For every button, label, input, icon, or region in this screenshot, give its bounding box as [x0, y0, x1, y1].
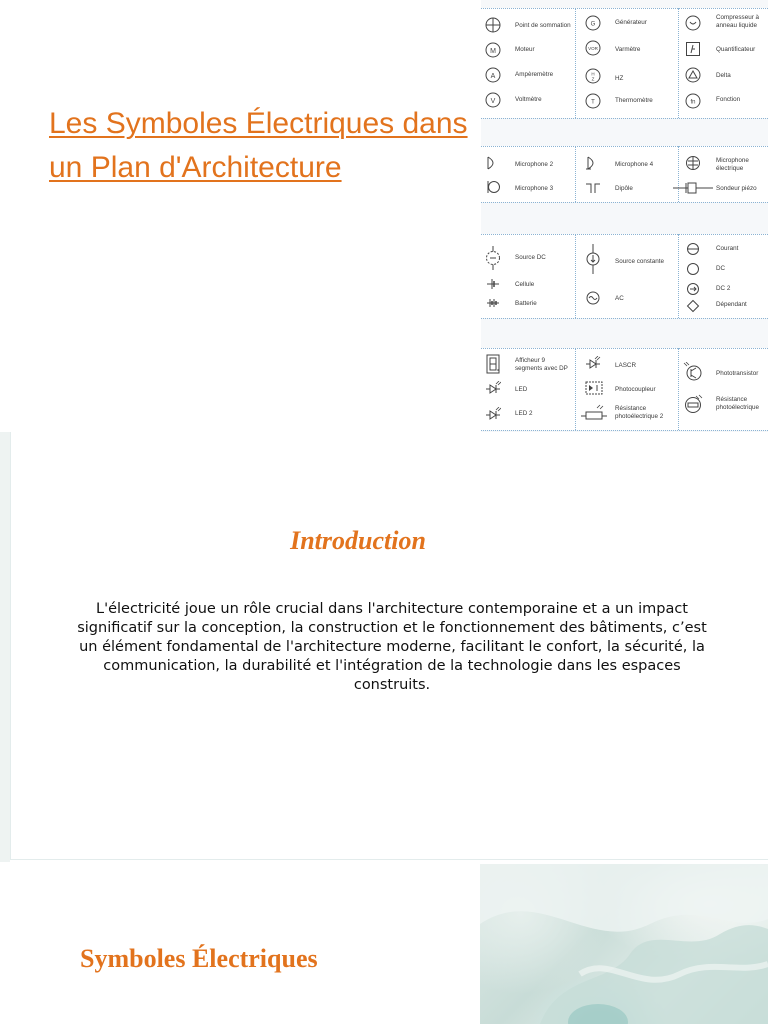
symbol-label: Photocoupleur	[615, 386, 656, 393]
piezo-sounder-icon	[673, 180, 713, 196]
symbol-label: Microphone 3	[515, 185, 554, 192]
title-slide	[0, 0, 768, 432]
dipole-icon	[585, 180, 601, 196]
symbol-label: Dépendant	[716, 301, 747, 308]
generator-glyph: G	[590, 21, 596, 28]
grid-divider	[575, 348, 576, 430]
symbol-label: Varmètre	[615, 46, 641, 53]
symbol-label: Fonction	[716, 96, 741, 103]
dc-icon	[685, 261, 701, 277]
symbol-label: Résistance photoélectrique 2	[615, 405, 664, 420]
dc-source-icon	[485, 246, 501, 270]
grid-divider	[481, 430, 768, 431]
cell-icon	[485, 276, 501, 292]
decorative-abstract-image	[480, 864, 768, 1024]
symbol-label: Courant	[716, 245, 739, 252]
introduction-heading: Introduction	[290, 526, 426, 555]
symbol-label: Sondeur piézo	[716, 185, 757, 192]
grid-divider	[481, 318, 768, 319]
lascr-icon	[585, 356, 601, 372]
symbol-block-2	[481, 146, 768, 202]
symbol-label: HZ	[615, 75, 624, 82]
symbol-label: AC	[615, 295, 624, 302]
electrical-symbol-chart	[481, 0, 768, 432]
symbol-label: Point de sommation	[515, 22, 571, 29]
symbol-label: Quantificateur	[716, 46, 756, 53]
hz-glyph-bottom: Z	[591, 76, 595, 82]
grid-divider	[481, 202, 768, 203]
photocoupler-icon	[585, 380, 603, 396]
current-source-icon	[685, 241, 701, 257]
led-2-icon	[485, 407, 501, 423]
symbol-label: Batterie	[515, 300, 537, 307]
symbol-label: Ampèremètre	[515, 71, 554, 78]
grid-divider	[481, 234, 768, 235]
symbol-label: Thermomètre	[615, 97, 653, 104]
frequency-meter-icon	[585, 68, 601, 84]
quantizer-icon	[685, 41, 701, 57]
grid-divider	[481, 348, 768, 349]
delta-icon	[685, 67, 701, 83]
motor-icon	[485, 42, 501, 58]
page-title: Les Symboles Électriques dans un Plan d'Architecture	[49, 107, 468, 184]
grid-divider	[575, 8, 576, 118]
symbol-label: Afficheur 9 segments avec DP	[515, 357, 568, 372]
symbol-label: DC 2	[716, 285, 731, 292]
symbol-label: Source constante	[615, 258, 665, 265]
symbol-label: Voltmètre	[515, 96, 542, 103]
electric-microphone-icon	[685, 155, 701, 171]
phototransistor-icon	[683, 362, 703, 382]
generator-icon	[585, 15, 601, 31]
symbol-label: LED	[515, 386, 528, 393]
grid-divider	[481, 118, 768, 119]
summation-point-icon	[485, 17, 501, 33]
ammeter-icon	[485, 67, 501, 83]
symbol-label: Phototransistor	[716, 370, 759, 377]
section-slide	[0, 864, 768, 1024]
grid-divider	[575, 234, 576, 318]
introduction-slide	[10, 432, 768, 860]
symbol-label: Dipôle	[615, 185, 633, 192]
slide-edge-shadow	[0, 432, 10, 862]
symbol-label: Cellule	[515, 281, 535, 288]
symbol-label: Delta	[716, 72, 731, 79]
grid-divider	[481, 146, 768, 147]
liquid-ring-compressor-icon	[685, 15, 701, 31]
introduction-paragraph: L'électricité joue un rôle crucial dans l'architecture contemporaine et a un impact significatif sur la conception, la construction et le fonctionnement des bâtiments, c’est un élément fondamental de l'architecture moderne, facilitant le confort, la sécurité, la communication, la durabilité et l'intégration de la technologie dans les espaces construits.	[77, 601, 707, 693]
dc-2-icon	[685, 281, 701, 297]
symbol-label: Moteur	[515, 46, 535, 53]
photoresistor-icon	[683, 394, 703, 414]
symbol-label: Résistance photoélectrique	[716, 396, 760, 411]
function-glyph: fn	[690, 99, 696, 106]
voltmeter-glyph: V	[490, 98, 496, 105]
varmeter-icon	[585, 40, 601, 56]
dependent-source-icon	[685, 298, 701, 314]
function-icon	[685, 93, 701, 109]
symbol-label: Microphone 4	[615, 161, 654, 168]
battery-icon	[485, 295, 501, 311]
constant-source-icon	[585, 244, 601, 274]
section-heading: Symboles Électriques	[80, 944, 318, 973]
led-icon	[485, 381, 501, 397]
microphone-2-icon	[485, 155, 501, 171]
grid-divider	[678, 348, 679, 430]
symbol-label: Générateur	[615, 19, 647, 26]
thermometer-icon	[585, 93, 601, 109]
grid-divider	[678, 8, 679, 118]
hz-glyph-top: H	[591, 71, 595, 77]
varmeter-glyph: VOR	[588, 46, 598, 51]
photoresistor-2-icon	[581, 403, 607, 421]
grid-divider	[678, 234, 679, 318]
grid-divider	[575, 146, 576, 202]
symbol-label: Compresseur à anneau liquide	[716, 14, 760, 29]
nine-segment-display-icon	[485, 354, 501, 374]
symbol-label: Source DC	[515, 254, 546, 261]
symbol-label: LASCR	[615, 362, 636, 369]
motor-glyph: M	[490, 48, 496, 55]
microphone-3-icon	[485, 179, 501, 195]
symbol-label: LED 2	[515, 410, 533, 417]
symbol-label: DC	[716, 265, 726, 272]
thermometer-glyph: T	[591, 99, 595, 106]
microphone-4-icon	[585, 155, 601, 171]
grid-divider	[481, 8, 768, 9]
voltmeter-icon	[485, 92, 501, 108]
symbol-label: Microphone électrique	[716, 157, 749, 172]
ammeter-glyph: A	[490, 73, 496, 80]
symbol-label: Microphone 2	[515, 161, 554, 168]
ac-source-icon	[585, 290, 601, 306]
